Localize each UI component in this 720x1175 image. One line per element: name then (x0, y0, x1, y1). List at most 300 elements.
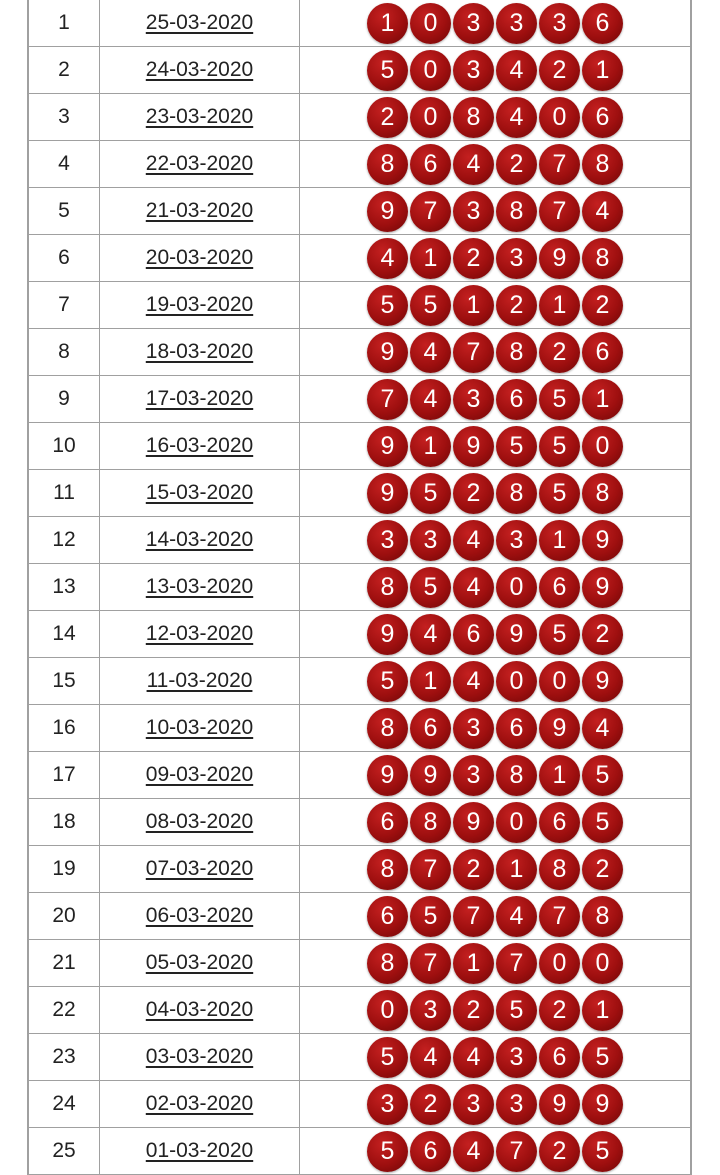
date-cell (100, 658, 300, 705)
result-ball: 4 (496, 896, 537, 937)
row-number: 5 (29, 188, 100, 235)
table-row (29, 376, 690, 423)
row-number: 25 (29, 1128, 100, 1175)
result-ball: 7 (367, 379, 408, 420)
date-link[interactable]: 23-03-2020 (145, 105, 254, 128)
result-ball: 2 (539, 50, 580, 91)
date-link[interactable]: 20-03-2020 (145, 246, 254, 269)
result-ball: 9 (582, 1084, 623, 1125)
date-cell (100, 987, 300, 1034)
result-ball: 1 (367, 3, 408, 44)
result-ball: 1 (582, 50, 623, 91)
result-digits (367, 614, 690, 655)
date-link[interactable]: 05-03-2020 (145, 951, 254, 974)
date-link[interactable]: 13-03-2020 (145, 575, 254, 598)
row-number: 6 (29, 235, 100, 282)
result-ball: 4 (453, 567, 494, 608)
result-digits-cell (300, 1128, 691, 1175)
table-row (29, 1034, 690, 1081)
result-ball: 7 (496, 943, 537, 984)
result-digits (367, 567, 690, 608)
result-ball: 8 (410, 802, 451, 843)
result-ball: 0 (539, 661, 580, 702)
result-ball: 3 (410, 990, 451, 1031)
row-number: 8 (29, 329, 100, 376)
result-ball: 8 (453, 97, 494, 138)
table-row (29, 1081, 690, 1128)
date-cell (100, 188, 300, 235)
result-ball: 7 (453, 332, 494, 373)
result-ball: 2 (453, 849, 494, 890)
result-digits-cell (300, 329, 691, 376)
date-cell (100, 846, 300, 893)
result-ball: 5 (367, 50, 408, 91)
result-digits-cell (300, 1034, 691, 1081)
table-row (29, 987, 690, 1034)
result-digits (367, 144, 690, 185)
result-digits (367, 1037, 690, 1078)
result-ball: 8 (496, 332, 537, 373)
result-digits (367, 332, 690, 373)
table-row (29, 752, 690, 799)
result-ball: 8 (539, 849, 580, 890)
result-ball: 6 (539, 567, 580, 608)
result-ball: 9 (496, 614, 537, 655)
result-ball: 0 (539, 943, 580, 984)
row-number: 1 (29, 0, 100, 47)
result-ball: 4 (453, 144, 494, 185)
date-cell (100, 611, 300, 658)
result-ball: 5 (367, 1131, 408, 1172)
result-ball: 6 (582, 97, 623, 138)
row-number: 14 (29, 611, 100, 658)
result-ball: 1 (453, 943, 494, 984)
date-link[interactable]: 02-03-2020 (145, 1092, 254, 1115)
date-cell (100, 752, 300, 799)
result-ball: 0 (496, 802, 537, 843)
result-ball: 7 (410, 943, 451, 984)
row-number: 4 (29, 141, 100, 188)
result-ball: 5 (582, 1131, 623, 1172)
result-digits (367, 1131, 690, 1172)
result-ball: 6 (496, 708, 537, 749)
result-ball: 1 (410, 238, 451, 279)
result-digits (367, 755, 690, 796)
table-row (29, 611, 690, 658)
result-ball: 6 (453, 614, 494, 655)
result-ball: 0 (496, 661, 537, 702)
result-ball: 4 (582, 191, 623, 232)
result-digits-cell (300, 235, 691, 282)
row-number: 23 (29, 1034, 100, 1081)
result-ball: 4 (496, 50, 537, 91)
result-digits-cell (300, 517, 691, 564)
result-digits (367, 661, 690, 702)
table-row (29, 282, 690, 329)
result-ball: 8 (367, 144, 408, 185)
result-ball: 1 (582, 990, 623, 1031)
result-ball: 8 (496, 473, 537, 514)
result-ball: 9 (367, 426, 408, 467)
result-digits (367, 802, 690, 843)
date-link[interactable]: 16-03-2020 (145, 434, 254, 457)
result-digits (367, 379, 690, 420)
result-ball: 3 (496, 1084, 537, 1125)
result-digits-cell (300, 987, 691, 1034)
date-cell (100, 423, 300, 470)
result-digits-cell (300, 564, 691, 611)
result-digits (367, 426, 690, 467)
result-ball: 9 (539, 238, 580, 279)
result-ball: 6 (539, 1037, 580, 1078)
result-ball: 5 (582, 755, 623, 796)
result-digits-cell (300, 1081, 691, 1128)
result-ball: 0 (582, 943, 623, 984)
result-digits (367, 50, 690, 91)
result-ball: 9 (367, 614, 408, 655)
date-cell (100, 470, 300, 517)
table-row (29, 1128, 690, 1175)
date-link[interactable]: 24-03-2020 (145, 58, 254, 81)
result-ball: 3 (367, 520, 408, 561)
result-ball: 7 (410, 191, 451, 232)
date-cell (100, 1081, 300, 1128)
table-row (29, 329, 690, 376)
result-ball: 2 (453, 990, 494, 1031)
date-cell (100, 564, 300, 611)
result-ball: 0 (367, 990, 408, 1031)
result-ball: 8 (496, 191, 537, 232)
result-digits (367, 990, 690, 1031)
result-ball: 6 (582, 332, 623, 373)
result-ball: 4 (453, 661, 494, 702)
result-ball: 1 (410, 426, 451, 467)
result-ball: 1 (539, 755, 580, 796)
result-ball: 2 (367, 97, 408, 138)
table-row (29, 517, 690, 564)
result-ball: 3 (453, 3, 494, 44)
result-digits (367, 943, 690, 984)
table-row (29, 141, 690, 188)
result-digits (367, 708, 690, 749)
date-cell (100, 799, 300, 846)
result-ball: 6 (496, 379, 537, 420)
result-ball: 3 (453, 708, 494, 749)
result-ball: 2 (496, 285, 537, 326)
result-digits-cell (300, 658, 691, 705)
result-ball: 2 (539, 990, 580, 1031)
result-ball: 4 (582, 708, 623, 749)
result-ball: 5 (410, 285, 451, 326)
result-ball: 5 (582, 1037, 623, 1078)
date-link[interactable]: 08-03-2020 (145, 810, 254, 833)
result-ball: 9 (453, 426, 494, 467)
result-ball: 4 (453, 1131, 494, 1172)
result-ball: 5 (367, 661, 408, 702)
result-ball: 2 (453, 473, 494, 514)
table-row (29, 799, 690, 846)
result-ball: 3 (496, 238, 537, 279)
result-digits-cell (300, 376, 691, 423)
result-ball: 6 (367, 802, 408, 843)
result-ball: 2 (582, 849, 623, 890)
result-digits (367, 3, 690, 44)
date-cell (100, 376, 300, 423)
result-digits (367, 1084, 690, 1125)
date-cell (100, 235, 300, 282)
row-number: 24 (29, 1081, 100, 1128)
result-ball: 0 (410, 50, 451, 91)
table-row (29, 893, 690, 940)
result-digits-cell (300, 188, 691, 235)
date-link[interactable]: 19-03-2020 (145, 293, 254, 316)
result-ball: 8 (496, 755, 537, 796)
result-ball: 2 (410, 1084, 451, 1125)
result-ball: 9 (539, 708, 580, 749)
date-cell (100, 141, 300, 188)
result-ball: 7 (539, 144, 580, 185)
row-number: 18 (29, 799, 100, 846)
date-link[interactable]: 25-03-2020 (145, 11, 254, 34)
row-number: 2 (29, 47, 100, 94)
result-ball: 3 (410, 520, 451, 561)
result-ball: 7 (496, 1131, 537, 1172)
date-cell (100, 1034, 300, 1081)
result-ball: 3 (453, 191, 494, 232)
row-number: 21 (29, 940, 100, 987)
result-ball: 7 (539, 191, 580, 232)
result-ball: 8 (582, 238, 623, 279)
result-ball: 6 (410, 144, 451, 185)
result-ball: 7 (539, 896, 580, 937)
result-ball: 5 (582, 802, 623, 843)
result-ball: 8 (367, 943, 408, 984)
result-ball: 2 (582, 614, 623, 655)
result-digits-cell (300, 94, 691, 141)
result-digits (367, 191, 690, 232)
table-row (29, 705, 690, 752)
result-ball: 8 (582, 896, 623, 937)
result-ball: 6 (367, 896, 408, 937)
result-ball: 1 (539, 285, 580, 326)
result-ball: 4 (410, 332, 451, 373)
result-digits-cell (300, 893, 691, 940)
date-link[interactable]: 01-03-2020 (145, 1139, 254, 1162)
result-digits (367, 473, 690, 514)
result-digits (367, 849, 690, 890)
row-number: 3 (29, 94, 100, 141)
table-row (29, 846, 690, 893)
result-ball: 6 (539, 802, 580, 843)
results-table-container (27, 0, 692, 1175)
result-ball: 6 (410, 708, 451, 749)
result-digits-cell (300, 470, 691, 517)
result-digits-cell (300, 0, 691, 47)
result-ball: 9 (539, 1084, 580, 1125)
date-link[interactable]: 12-03-2020 (145, 622, 254, 645)
table-row (29, 188, 690, 235)
result-digits-cell (300, 282, 691, 329)
result-ball: 9 (367, 473, 408, 514)
date-cell (100, 517, 300, 564)
result-ball: 2 (539, 332, 580, 373)
table-row (29, 0, 690, 47)
date-link[interactable]: 06-03-2020 (145, 904, 254, 927)
date-cell (100, 329, 300, 376)
date-link[interactable]: 03-03-2020 (145, 1045, 254, 1068)
result-ball: 4 (410, 1037, 451, 1078)
result-ball: 8 (367, 708, 408, 749)
result-ball: 7 (410, 849, 451, 890)
date-cell (100, 94, 300, 141)
result-digits-cell (300, 141, 691, 188)
row-number: 16 (29, 705, 100, 752)
result-digits-cell (300, 752, 691, 799)
result-ball: 5 (539, 473, 580, 514)
result-digits (367, 896, 690, 937)
row-number: 7 (29, 282, 100, 329)
row-number: 19 (29, 846, 100, 893)
result-ball: 3 (367, 1084, 408, 1125)
result-ball: 2 (582, 285, 623, 326)
result-ball: 0 (410, 97, 451, 138)
row-number: 9 (29, 376, 100, 423)
result-ball: 4 (367, 238, 408, 279)
result-ball: 5 (539, 379, 580, 420)
table-row (29, 658, 690, 705)
result-ball: 4 (410, 379, 451, 420)
result-ball: 5 (367, 1037, 408, 1078)
result-digits-cell (300, 423, 691, 470)
row-number: 17 (29, 752, 100, 799)
row-number: 20 (29, 893, 100, 940)
result-ball: 3 (496, 3, 537, 44)
result-ball: 9 (582, 661, 623, 702)
date-link[interactable]: 18-03-2020 (145, 340, 254, 363)
result-ball: 3 (539, 3, 580, 44)
row-number: 12 (29, 517, 100, 564)
result-ball: 0 (410, 3, 451, 44)
result-ball: 5 (367, 285, 408, 326)
result-digits (367, 285, 690, 326)
table-row (29, 423, 690, 470)
result-ball: 9 (367, 191, 408, 232)
result-ball: 6 (410, 1131, 451, 1172)
row-number: 10 (29, 423, 100, 470)
result-ball: 4 (410, 614, 451, 655)
result-ball: 5 (539, 426, 580, 467)
result-ball: 9 (582, 520, 623, 561)
result-ball: 3 (453, 1084, 494, 1125)
result-ball: 5 (410, 473, 451, 514)
result-ball: 9 (582, 567, 623, 608)
date-link[interactable]: 04-03-2020 (145, 998, 254, 1021)
result-digits-cell (300, 47, 691, 94)
date-link[interactable]: 09-03-2020 (145, 763, 254, 786)
date-link[interactable]: 11-03-2020 (146, 669, 253, 692)
date-link[interactable]: 21-03-2020 (145, 199, 254, 222)
date-link[interactable]: 10-03-2020 (145, 716, 254, 739)
row-number: 13 (29, 564, 100, 611)
result-ball: 5 (410, 896, 451, 937)
result-ball: 5 (410, 567, 451, 608)
result-ball: 9 (367, 332, 408, 373)
result-ball: 4 (453, 1037, 494, 1078)
result-ball: 8 (582, 144, 623, 185)
result-ball: 2 (539, 1131, 580, 1172)
date-cell (100, 705, 300, 752)
table-row (29, 940, 690, 987)
result-ball: 3 (453, 379, 494, 420)
result-ball: 4 (453, 520, 494, 561)
result-digits (367, 520, 690, 561)
result-ball: 5 (496, 426, 537, 467)
result-ball: 9 (410, 755, 451, 796)
result-digits-cell (300, 799, 691, 846)
result-digits-cell (300, 940, 691, 987)
result-ball: 1 (539, 520, 580, 561)
result-digits-cell (300, 705, 691, 752)
table-row (29, 94, 690, 141)
result-digits (367, 97, 690, 138)
result-ball: 8 (367, 849, 408, 890)
result-ball: 3 (496, 520, 537, 561)
row-number: 11 (29, 470, 100, 517)
result-ball: 2 (453, 238, 494, 279)
results-table (29, 0, 690, 1175)
result-ball: 3 (453, 50, 494, 91)
result-ball: 7 (453, 896, 494, 937)
results-table-body (29, 0, 690, 1175)
result-ball: 1 (582, 379, 623, 420)
table-row (29, 47, 690, 94)
date-link[interactable]: 22-03-2020 (145, 152, 254, 175)
date-cell (100, 47, 300, 94)
result-digits-cell (300, 846, 691, 893)
result-ball: 8 (367, 567, 408, 608)
result-ball: 0 (496, 567, 537, 608)
result-ball: 6 (582, 3, 623, 44)
date-cell (100, 940, 300, 987)
result-ball: 5 (496, 990, 537, 1031)
result-ball: 8 (582, 473, 623, 514)
result-ball: 5 (539, 614, 580, 655)
table-row (29, 470, 690, 517)
result-ball: 0 (582, 426, 623, 467)
row-number: 15 (29, 658, 100, 705)
result-ball: 1 (496, 849, 537, 890)
result-ball: 0 (539, 97, 580, 138)
result-ball: 3 (496, 1037, 537, 1078)
result-ball: 3 (453, 755, 494, 796)
table-row (29, 235, 690, 282)
result-ball: 1 (453, 285, 494, 326)
date-link[interactable]: 17-03-2020 (145, 387, 254, 410)
result-ball: 9 (453, 802, 494, 843)
date-link[interactable]: 15-03-2020 (145, 481, 254, 504)
result-digits (367, 238, 690, 279)
result-ball: 4 (496, 97, 537, 138)
date-cell (100, 282, 300, 329)
date-cell (100, 893, 300, 940)
date-link[interactable]: 14-03-2020 (145, 528, 254, 551)
date-cell (100, 0, 300, 47)
date-cell (100, 1128, 300, 1175)
date-link[interactable]: 07-03-2020 (145, 857, 254, 880)
result-ball: 1 (410, 661, 451, 702)
table-row (29, 564, 690, 611)
result-ball: 9 (367, 755, 408, 796)
